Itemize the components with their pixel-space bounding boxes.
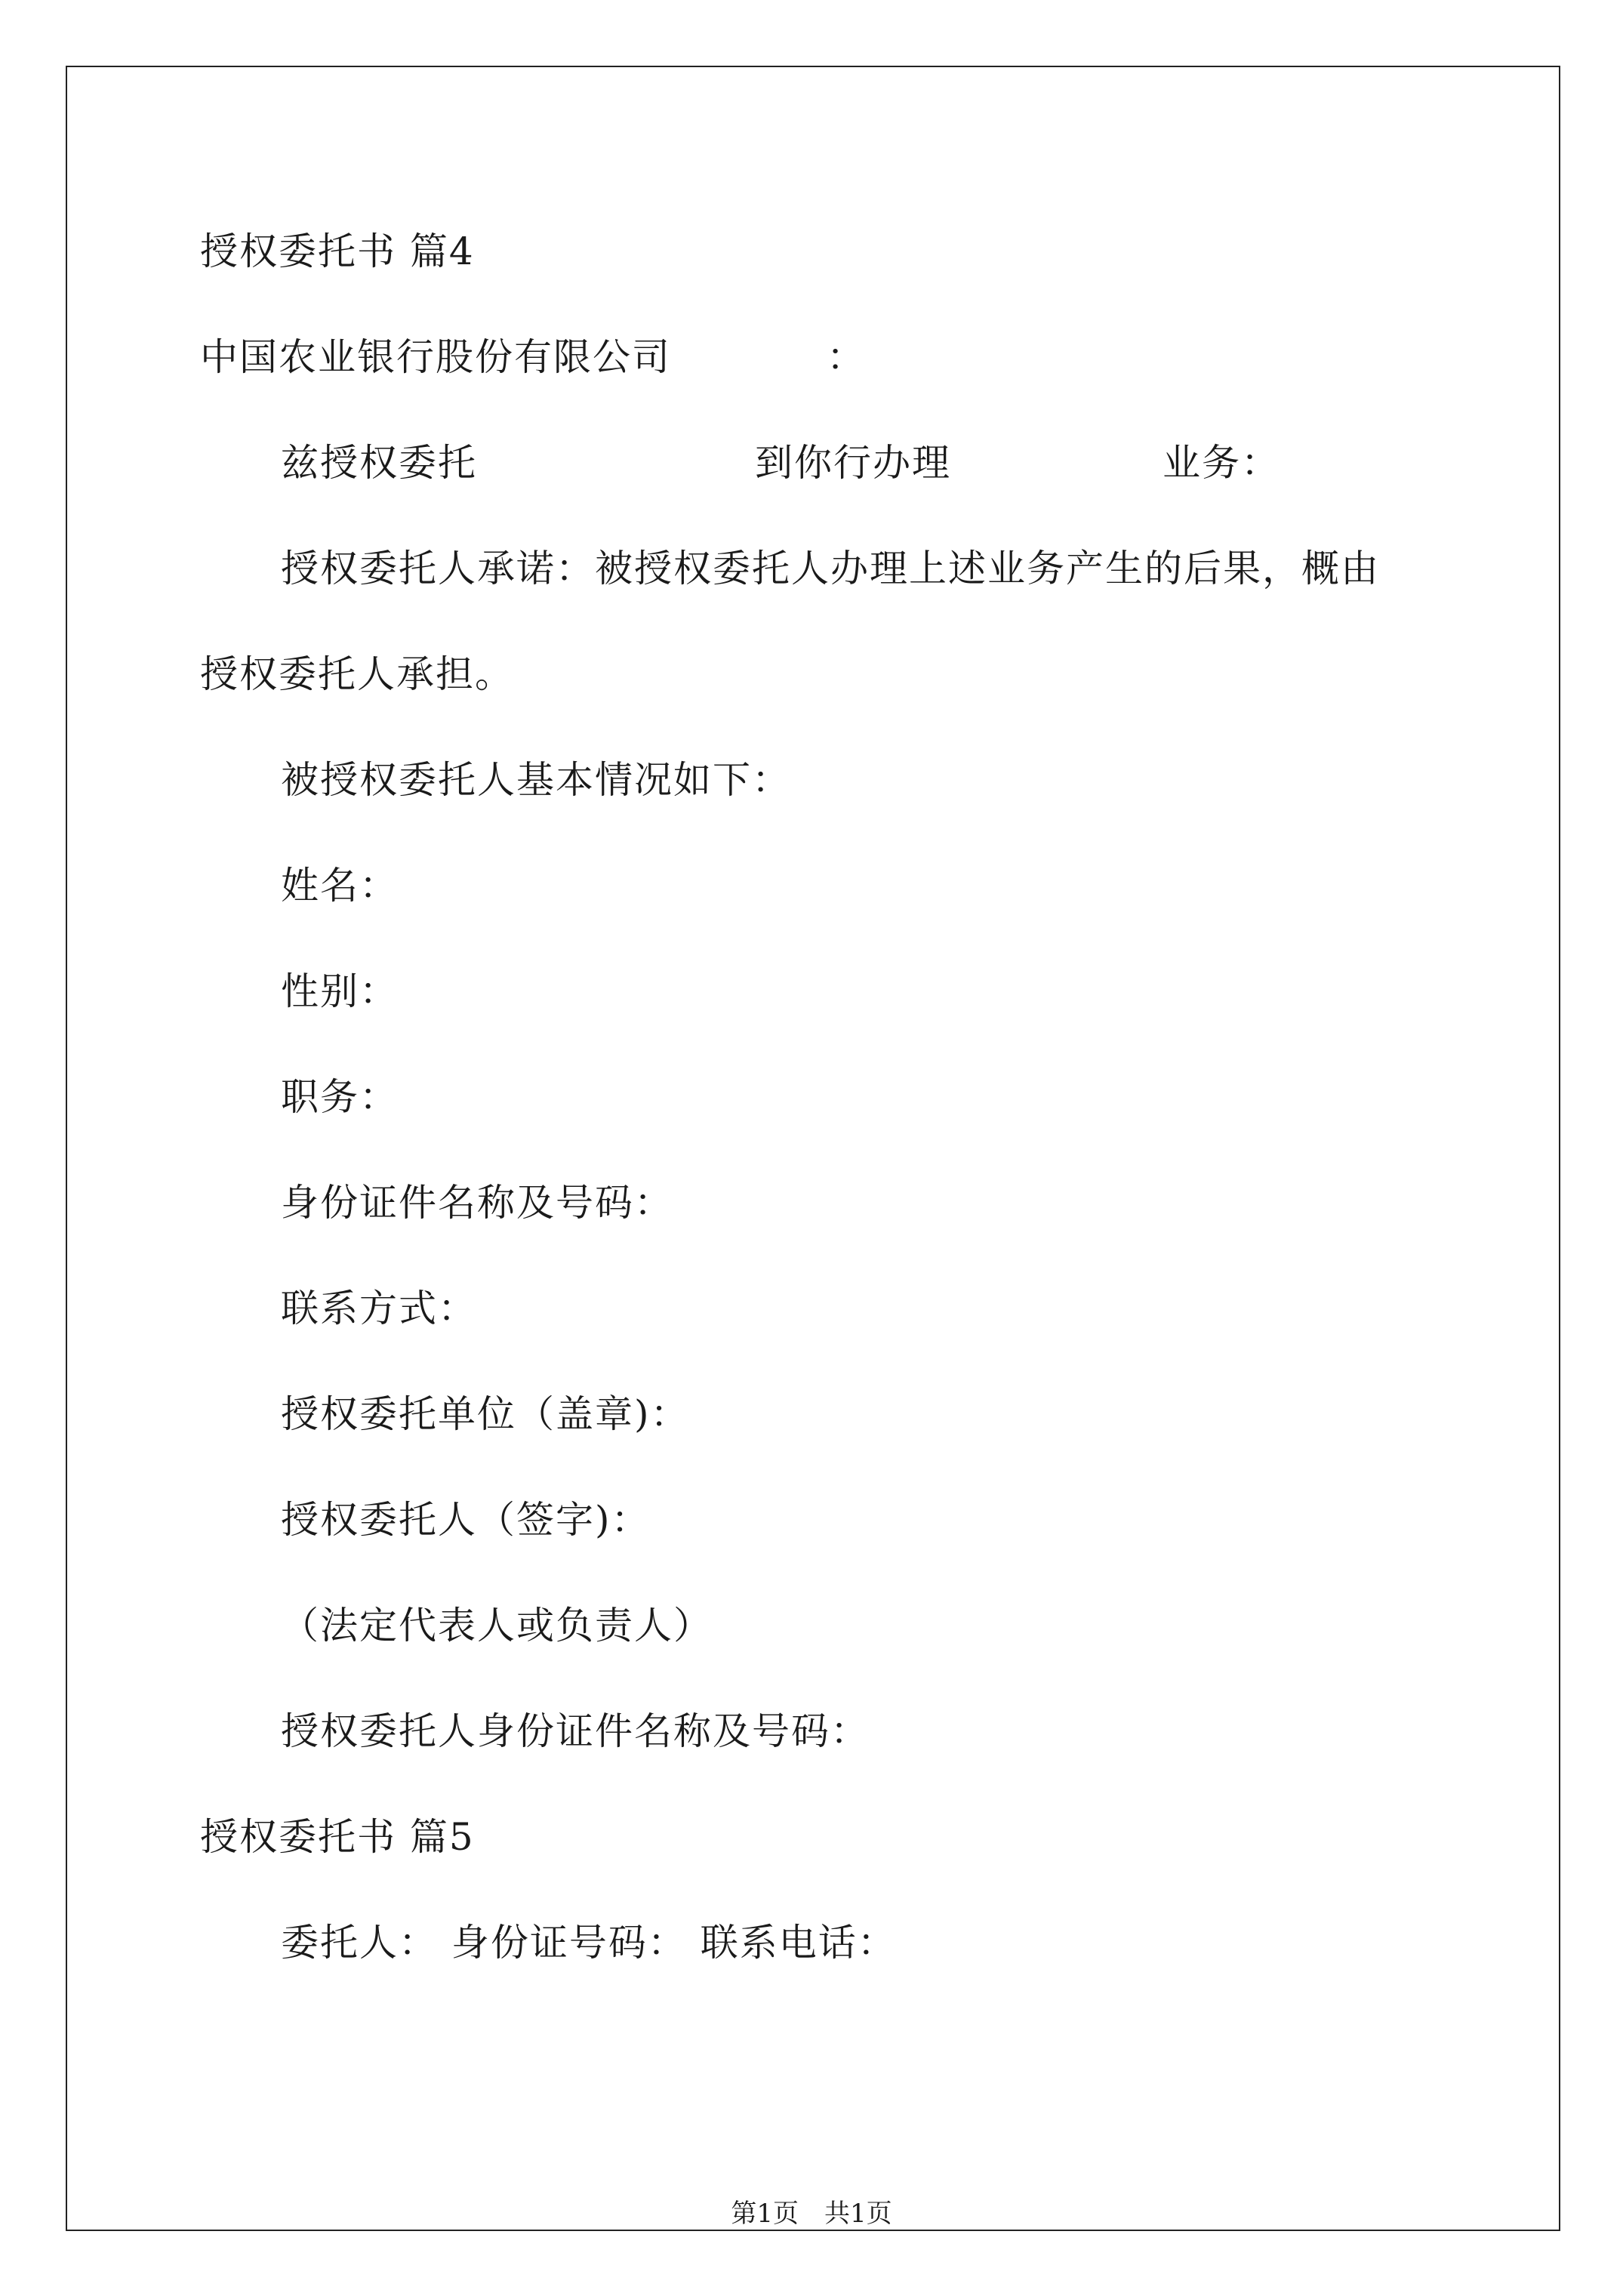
field-name: 姓名： xyxy=(281,864,399,908)
addressee-name: 中国农业银行股份有限公司 xyxy=(200,335,671,379)
field-unit-seal: 授权委托单位（盖章)： xyxy=(281,1392,690,1436)
addressee-colon: ： xyxy=(827,335,866,379)
section-heading-4: 授权委托书 篇4 xyxy=(200,230,475,273)
section-heading-5: 授权委托书 篇5 xyxy=(200,1815,475,1859)
field-signature: 授权委托人（签字)： xyxy=(281,1498,651,1542)
info-intro: 被授权委托人基本情况如下： xyxy=(281,758,791,802)
field-gender: 性别： xyxy=(281,969,399,1013)
page-footer: 第1页 共1页 xyxy=(731,2199,892,2229)
authorize-mid: 到你行办理 xyxy=(755,441,951,485)
field-legal-rep: （法定代表人或负责人） xyxy=(281,1604,713,1647)
principal-line: 委托人： 身份证号码： 联系电话： xyxy=(281,1921,897,1965)
field-id: 身份证件名称及号码： xyxy=(281,1181,673,1225)
authorize-suffix: 业务： xyxy=(1163,441,1280,485)
promise-line-2: 授权委托人承担。 xyxy=(200,652,514,696)
field-position: 职务： xyxy=(281,1075,399,1119)
field-principal-id: 授权委托人身份证件名称及号码： xyxy=(281,1709,870,1753)
promise-line-1: 授权委托人承诺：被授权委托人办理上述业务产生的后果，概由 xyxy=(281,547,1380,590)
field-contact: 联系方式： xyxy=(281,1287,477,1330)
page-border xyxy=(66,66,1560,2231)
authorize-prefix: 兹授权委托 xyxy=(281,441,477,485)
